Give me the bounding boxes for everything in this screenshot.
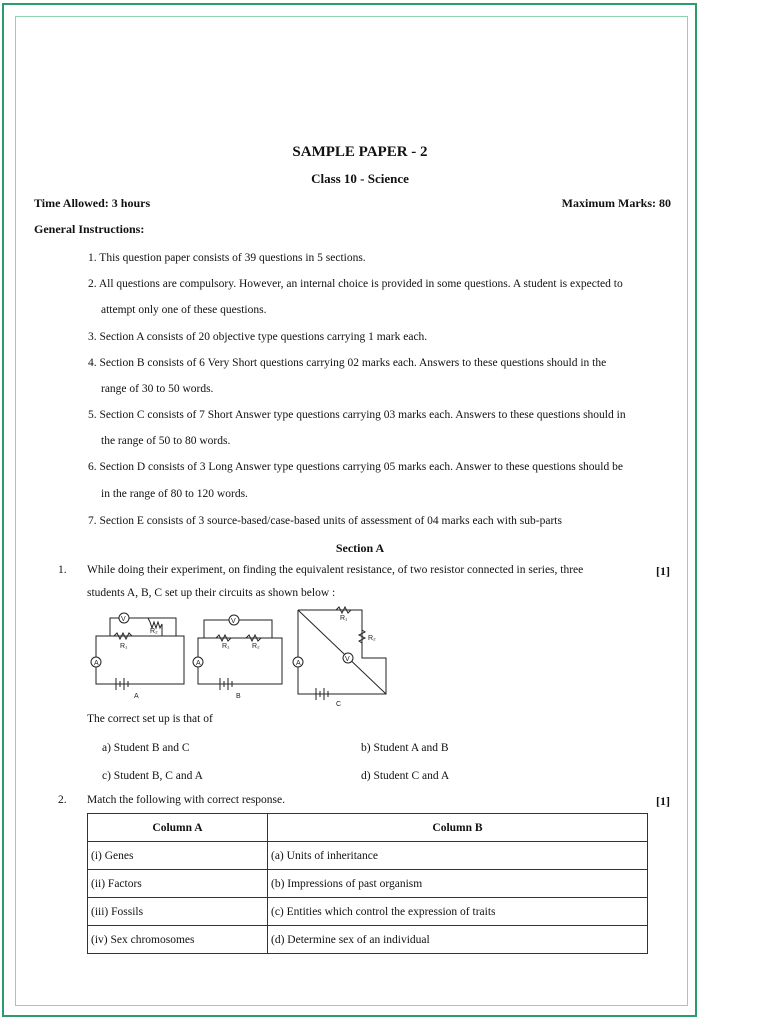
circuit-c-r2-label: R₂ [368, 635, 376, 642]
table-header-row [88, 814, 648, 842]
table-cell: (i) Genes [88, 842, 268, 870]
question-1-marks: [1] [656, 564, 670, 578]
circuit-a-r1-label: R₁ [120, 643, 128, 650]
circuit-a [91, 613, 184, 690]
circuit-b [193, 615, 282, 690]
instruction-line: 1. This question paper consists of 39 questions in 5 sections. [88, 252, 366, 264]
circuit-diagrams [86, 604, 392, 708]
instruction-line: 7. Section E consists of 3 source-based/case-based units of assessment of 04 marks each with sub-parts [88, 515, 562, 527]
question-1-number: 1. [58, 564, 67, 576]
instruction-line: in the range of 80 to 120 words. [101, 488, 248, 500]
circuit-a-voltmeter-label: V [121, 616, 126, 623]
question-1-text-line2: students A, B, C set up their circuits as shown below : [87, 587, 336, 599]
circuit-c-voltmeter-label: V [345, 656, 350, 663]
circuit-b-voltmeter-label: V [231, 618, 236, 625]
question-1-option-a[interactable]: a) Student B and C [102, 742, 190, 754]
column-b-header: Column B [268, 814, 648, 842]
instruction-line: range of 30 to 50 words. [101, 383, 214, 395]
table-cell: (iii) Fossils [88, 898, 268, 926]
question-2-number: 2. [58, 794, 67, 806]
maximum-marks: Maximum Marks: 80 [561, 196, 671, 210]
circuit-a-ammeter-label: A [94, 660, 99, 667]
circuit-b-label: B [236, 693, 241, 700]
table-cell: (d) Determine sex of an individual [268, 926, 648, 954]
circuit-c-r1-label: R₁ [340, 615, 348, 622]
question-1-option-b[interactable]: b) Student A and B [361, 742, 449, 754]
match-table [87, 813, 648, 954]
table-row [88, 926, 648, 954]
circuit-b-r1-label: R₁ [222, 643, 230, 650]
question-1-text-line1: While doing their experiment, on finding the equivalent resistance, of two resistor connected in series, three [87, 564, 584, 576]
section-a-heading: Section A [335, 541, 385, 555]
table-cell: (a) Units of inheritance [268, 842, 648, 870]
question-2-text: Match the following with correct response. [87, 794, 285, 806]
instruction-line: 2. All questions are compulsory. However, an internal choice is provided in some questions. A student is expected to [88, 278, 623, 290]
circuit-b-ammeter-label: A [196, 660, 201, 667]
circuit-b-r2-label: R₂ [252, 643, 260, 650]
table-cell: (b) Impressions of past organism [268, 870, 648, 898]
column-a-header: Column A [88, 814, 268, 842]
time-allowed: Time Allowed: 3 hours [34, 196, 151, 210]
instruction-line: the range of 50 to 80 words. [101, 435, 231, 447]
instruction-line: 4. Section B consists of 6 Very Short questions carrying 02 marks each. Answers to these questions should in the [88, 357, 607, 369]
circuit-c-label: C [336, 701, 342, 708]
circuit-c-ammeter-label: A [296, 660, 301, 667]
table-cell: (c) Entities which control the expression of traits [268, 898, 648, 926]
general-instructions-heading: General Instructions: [34, 222, 145, 236]
instruction-line: 3. Section A consists of 20 objective type questions carrying 1 mark each. [88, 331, 428, 343]
question-2-marks: [1] [656, 794, 670, 808]
instruction-line: 6. Section D consists of 3 Long Answer type questions carrying 05 marks each. Answer to these questions should be [88, 461, 623, 473]
table-row [88, 870, 648, 898]
instruction-line: 5. Section C consists of 7 Short Answer type questions carrying 03 marks each. Answers to these questions should in [88, 409, 626, 421]
table-row [88, 842, 648, 870]
question-1-option-d[interactable]: d) Student C and A [361, 770, 450, 782]
instruction-line: attempt only one of these questions. [101, 304, 267, 316]
circuit-a-r2-label: R₂ [150, 628, 158, 635]
question-1-prompt: The correct set up is that of [87, 713, 213, 725]
question-1-option-c[interactable]: c) Student B, C and A [102, 770, 203, 782]
paper-subtitle: Class 10 - Science [311, 171, 409, 186]
table-row [88, 898, 648, 926]
paper-title: SAMPLE PAPER - 2 [292, 144, 428, 160]
table-cell: (iv) Sex chromosomes [88, 926, 268, 954]
table-cell: (ii) Factors [88, 870, 268, 898]
circuit-a-label: A [134, 693, 139, 700]
